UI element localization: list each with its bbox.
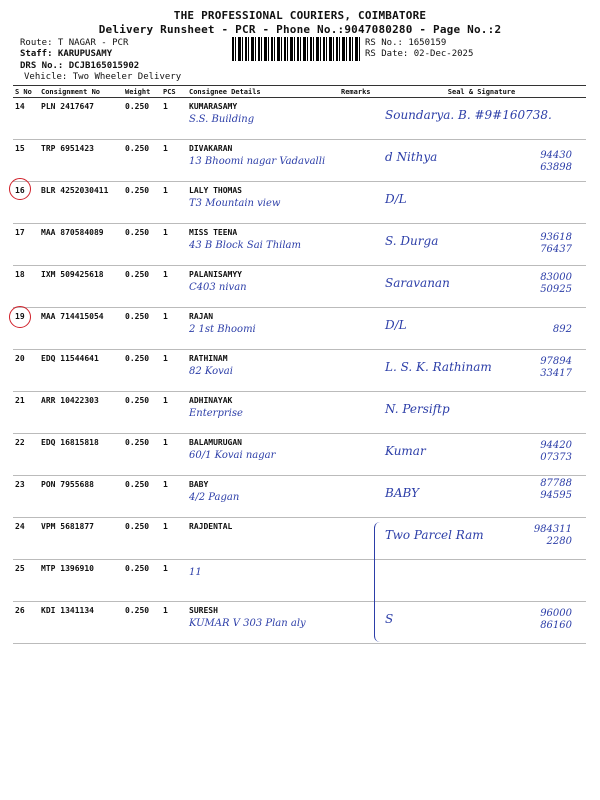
sno: 14	[13, 98, 39, 140]
handwritten-address: 13 Bhoomi nagar Vadavalli	[189, 156, 326, 167]
weight: 0.250	[123, 140, 161, 182]
col-signature: Seal & Signature	[377, 86, 586, 98]
remarks	[339, 476, 377, 518]
handwritten-address: C403 nivan	[189, 282, 247, 293]
remarks	[339, 518, 377, 560]
weight: 0.250	[123, 476, 161, 518]
handwritten-address: S.S. Building	[189, 114, 255, 125]
remarks	[339, 266, 377, 308]
col-pcs: PCS	[161, 86, 187, 98]
table-row	[13, 476, 586, 518]
consignee	[187, 224, 339, 266]
handwritten-phone: 96000 86160	[540, 608, 572, 631]
consignee-name: BALAMURUGAN	[189, 438, 242, 447]
consignee	[187, 560, 339, 602]
pcs: 1	[161, 434, 187, 476]
weight: 0.250	[123, 434, 161, 476]
handwritten-signature: S	[385, 612, 394, 626]
handwritten-signature: D/L	[385, 192, 407, 206]
handwritten-phone: 93618 76437	[540, 232, 572, 255]
table-row	[13, 392, 586, 434]
remarks	[339, 224, 377, 266]
rs-date: RS Date: 02-Dec-2025	[365, 49, 474, 59]
weight: 0.250	[123, 266, 161, 308]
consignee	[187, 266, 339, 308]
weight: 0.250	[123, 224, 161, 266]
consignment-no: VPM 5681877	[39, 518, 123, 560]
sno: 18	[13, 266, 39, 308]
consignee-name: DIVAKARAN	[189, 144, 233, 153]
pcs: 1	[161, 602, 187, 644]
table-row	[13, 140, 586, 182]
table-row	[13, 182, 586, 224]
sno: 20	[13, 350, 39, 392]
consignee-name: RAJAN	[189, 312, 214, 321]
handwritten-address: 2 1st Bhoomi	[189, 324, 256, 335]
sno: 26	[13, 602, 39, 644]
handwritten-address: KUMAR V 303 Plan aly	[189, 618, 306, 629]
sno: 15	[13, 140, 39, 182]
pcs: 1	[161, 224, 187, 266]
sno: 22	[13, 434, 39, 476]
table-row	[13, 308, 586, 350]
barcode	[232, 37, 360, 61]
vehicle-label: Vehicle: Two Wheeler Delivery	[24, 72, 182, 82]
weight: 0.250	[123, 392, 161, 434]
pcs: 1	[161, 518, 187, 560]
handwritten-signature: N. Persiftp	[385, 402, 450, 416]
sno: 23	[13, 476, 39, 518]
consignment-no: KDI 1341134	[39, 602, 123, 644]
consignee	[187, 98, 339, 140]
handwritten-address: 43 B Block Sai Thilam	[189, 240, 301, 251]
consignment-no: TRP 6951423	[39, 140, 123, 182]
handwritten-signature: Kumar	[385, 444, 426, 458]
handwritten-signature: BABY	[385, 486, 420, 500]
consignee	[187, 308, 339, 350]
signature-cell	[377, 560, 586, 602]
handwritten-phone: 87788 94595	[540, 478, 572, 501]
consignee	[187, 476, 339, 518]
remarks	[339, 434, 377, 476]
consignment-no: BLR 4252030411	[39, 182, 123, 224]
staff-label: Staff: KARUPUSAMY	[20, 49, 113, 59]
handwritten-bracket	[374, 522, 383, 642]
runsheet-subtitle: Delivery Runsheet - PCR - Phone No.:9047080280 - Page No.:2	[98, 23, 502, 36]
rs-number: RS No.: 1650159	[365, 38, 447, 48]
pcs: 1	[161, 350, 187, 392]
table-row	[13, 434, 586, 476]
handwritten-phone: 83000 50925	[540, 272, 572, 295]
signature-cell	[377, 182, 586, 224]
company-title: THE PROFESSIONAL COURIERS, COIMBATORE	[173, 9, 427, 22]
remarks	[339, 392, 377, 434]
consignee-name: KUMARASAMY	[189, 102, 238, 111]
handwritten-phone: 97894 33417	[540, 356, 572, 379]
consignment-no: MAA 870584089	[39, 224, 123, 266]
remarks	[339, 602, 377, 644]
pcs: 1	[161, 266, 187, 308]
handwritten-phone: 984311 2280	[533, 524, 572, 547]
table-row	[13, 602, 586, 644]
consignee-name: LALY THOMAS	[189, 186, 242, 195]
remarks	[339, 350, 377, 392]
consignee	[187, 434, 339, 476]
red-circle-mark	[9, 306, 31, 328]
handwritten-signature: S. Durga	[385, 234, 439, 248]
handwritten-signature: Two Parcel Ram	[385, 528, 484, 542]
handwritten-signature	[379, 564, 584, 570]
consignment-no: PON 7955688	[39, 476, 123, 518]
sno: 16	[13, 182, 39, 224]
consignee	[187, 350, 339, 392]
consignee-name: PALANISAMYY	[189, 270, 242, 279]
consignee-name: RATHINAM	[189, 354, 228, 363]
weight: 0.250	[123, 560, 161, 602]
consignment-no: ARR 10422303	[39, 392, 123, 434]
consignee-name: ADHINAYAK	[189, 396, 233, 405]
handwritten-address: 11	[189, 567, 202, 578]
remarks	[339, 560, 377, 602]
signature-cell	[377, 98, 586, 140]
table-row	[13, 560, 586, 602]
pcs: 1	[161, 308, 187, 350]
table-header-row	[13, 86, 586, 98]
handwritten-signature: Soundarya. B. #9#160738.	[385, 108, 552, 122]
handwritten-signature: Saravanan	[385, 276, 450, 290]
handwritten-signature: d Nithya	[385, 150, 438, 164]
handwritten-phone: 94430 63898	[540, 150, 572, 173]
handwritten-phone: 94420 07373	[540, 440, 572, 463]
consignment-no: MAA 714415054	[39, 308, 123, 350]
consignee	[187, 140, 339, 182]
remarks	[339, 140, 377, 182]
drs-number: DRS No.: DCJB165015902	[20, 61, 140, 71]
weight: 0.250	[123, 98, 161, 140]
weight: 0.250	[123, 308, 161, 350]
pcs: 1	[161, 182, 187, 224]
col-consignment: Consignment No	[39, 86, 123, 98]
weight: 0.250	[123, 518, 161, 560]
consignee-name: BABY	[189, 480, 209, 489]
pcs: 1	[161, 140, 187, 182]
table-row	[13, 224, 586, 266]
sno: 19	[13, 308, 39, 350]
col-sno: S No	[13, 86, 39, 98]
consignment-no: IXM 509425618	[39, 266, 123, 308]
handwritten-phone: 892	[552, 324, 572, 335]
handwritten-signature: L. S. K. Rathinam	[385, 360, 492, 374]
sno: 25	[13, 560, 39, 602]
col-weight: Weight	[123, 86, 161, 98]
col-consignee: Consignee Details	[187, 86, 339, 98]
table-row	[13, 266, 586, 308]
consignment-no: PLN 2417647	[39, 98, 123, 140]
sno: 17	[13, 224, 39, 266]
handwritten-address: 82 Kovai	[189, 366, 233, 377]
pcs: 1	[161, 98, 187, 140]
table-row	[13, 518, 586, 560]
handwritten-address: T3 Mountain view	[189, 198, 281, 209]
handwritten-signature: D/L	[385, 318, 407, 332]
remarks	[339, 308, 377, 350]
consignee	[187, 392, 339, 434]
pcs: 1	[161, 392, 187, 434]
runsheet-table	[13, 85, 586, 644]
consignment-no: EDQ 11544641	[39, 350, 123, 392]
remarks	[339, 182, 377, 224]
handwritten-address: 4/2 Pagan	[189, 492, 240, 503]
signature-cell	[377, 392, 586, 434]
consignee-name: MISS TEENA	[189, 228, 238, 237]
consignee	[187, 602, 339, 644]
handwritten-address: 60/1 Kovai nagar	[189, 450, 276, 461]
sno: 24	[13, 518, 39, 560]
consignment-no: MTP 1396910	[39, 560, 123, 602]
consignment-no: EDQ 16815818	[39, 434, 123, 476]
consignee-name: SURESH	[189, 606, 218, 615]
table-row	[13, 350, 586, 392]
sno: 21	[13, 392, 39, 434]
weight: 0.250	[123, 602, 161, 644]
weight: 0.250	[123, 350, 161, 392]
remarks	[339, 98, 377, 140]
col-remarks: Remarks	[339, 86, 377, 98]
consignee	[187, 182, 339, 224]
route-label: Route: T NAGAR - PCR	[20, 38, 129, 48]
weight: 0.250	[123, 182, 161, 224]
consignee	[187, 518, 339, 560]
handwritten-address: Enterprise	[189, 408, 243, 419]
consignee-name: RAJDENTAL	[189, 522, 233, 531]
pcs: 1	[161, 476, 187, 518]
table-row	[13, 98, 586, 140]
red-circle-mark	[9, 178, 31, 200]
pcs: 1	[161, 560, 187, 602]
